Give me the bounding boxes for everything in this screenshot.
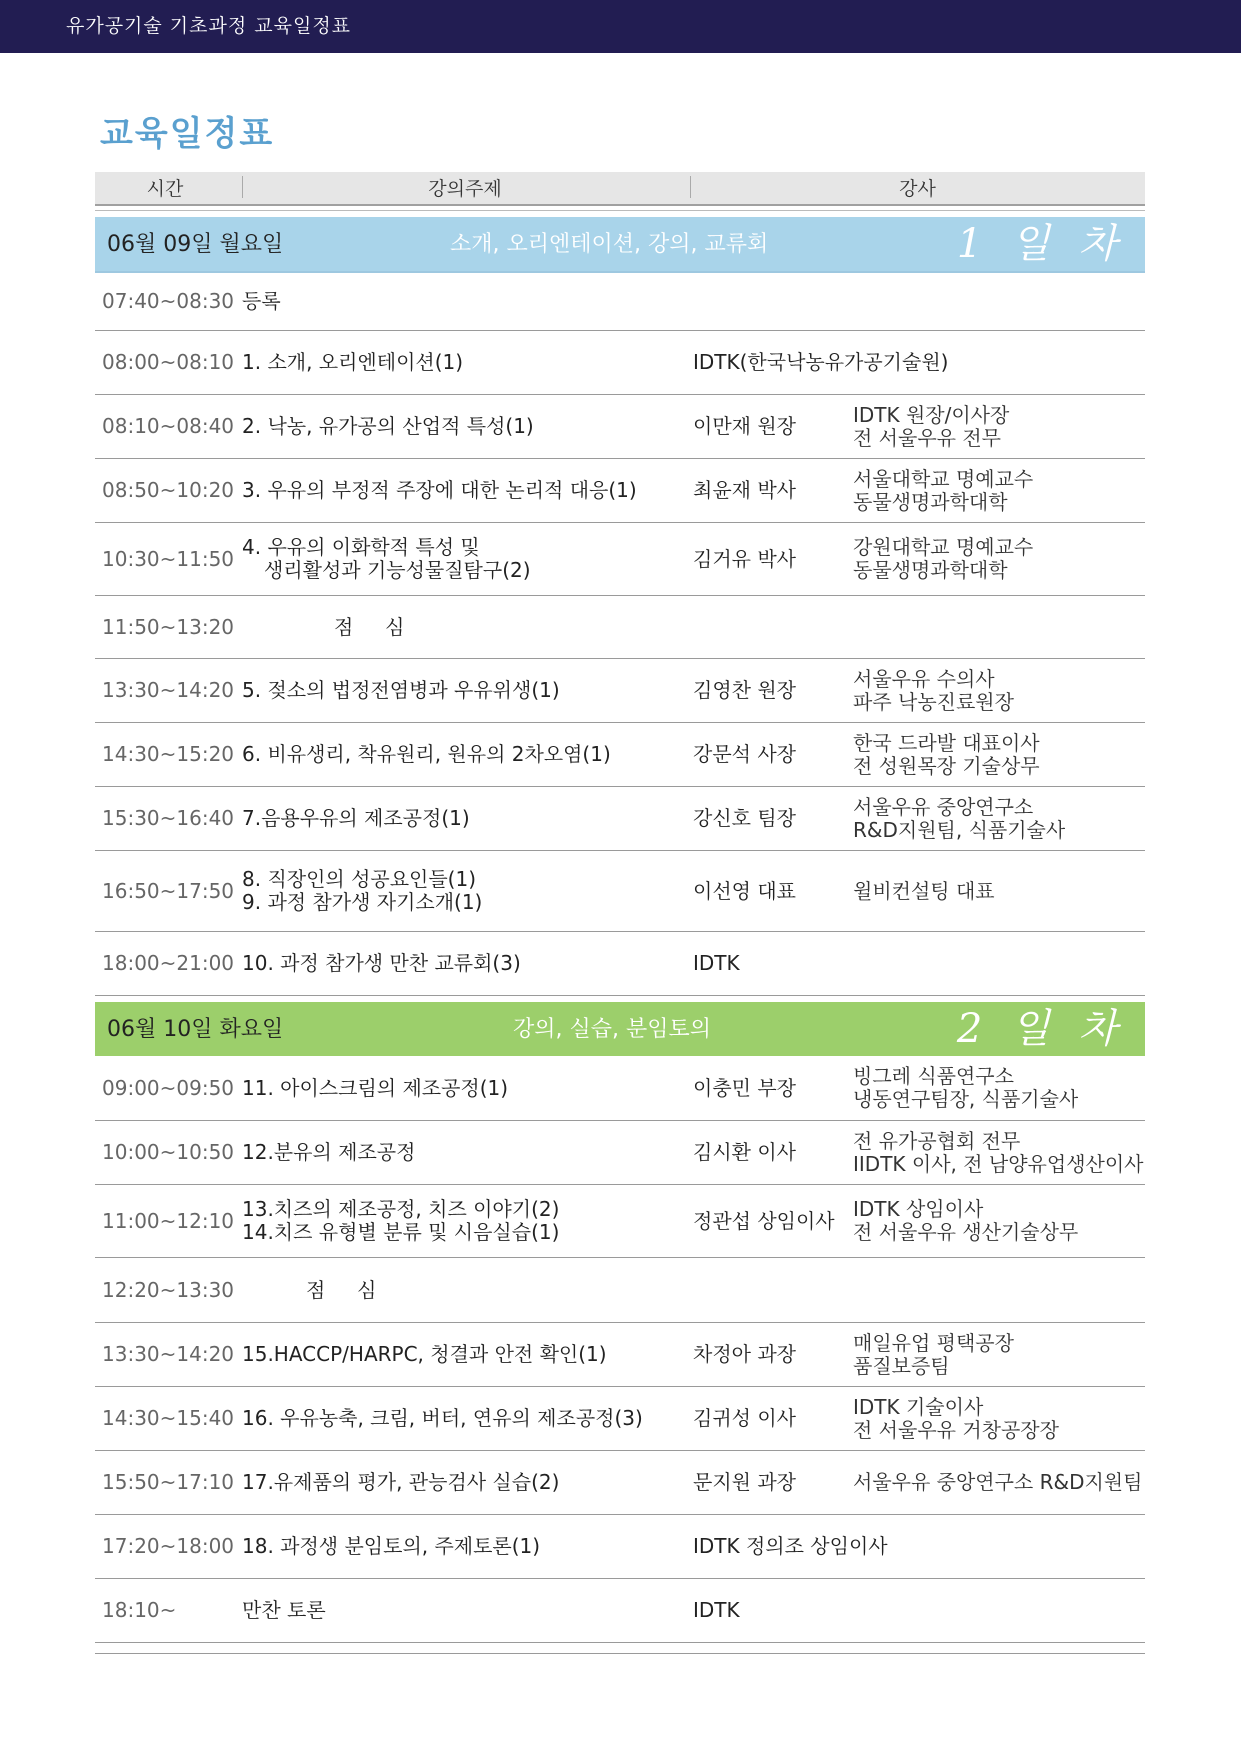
topic-line: 등록 bbox=[242, 289, 281, 313]
affiliation-line: 전 서울우유 거창공장장 bbox=[853, 1417, 1059, 1442]
affiliation-line: 동물생명과학대학 bbox=[853, 489, 1008, 514]
affiliation-cell bbox=[853, 659, 1153, 722]
affiliation-line: 전 서울우유 전무 bbox=[853, 425, 1001, 450]
time-cell bbox=[102, 395, 235, 458]
table-row bbox=[95, 1185, 1145, 1258]
lecturer-cell bbox=[693, 459, 863, 522]
affiliation-cell bbox=[853, 596, 1153, 658]
lecturer-name: 이선영 대표 bbox=[693, 878, 796, 903]
topic-line: 9. 과정 참가생 자기소개(1) bbox=[242, 890, 483, 914]
affiliation-cell bbox=[853, 723, 1153, 786]
topic-line: 6. 비유생리, 착유원리, 원유의 2차오염(1) bbox=[242, 742, 611, 766]
affiliation-cell bbox=[853, 787, 1153, 850]
lecturer-cell bbox=[693, 1451, 863, 1514]
time-text: 10:30~11:50 bbox=[102, 546, 235, 571]
topic-cell bbox=[242, 1579, 692, 1642]
time-cell bbox=[102, 1579, 232, 1642]
topic-cell bbox=[242, 932, 692, 995]
day-1-banner bbox=[95, 217, 1145, 273]
table-row bbox=[95, 395, 1145, 459]
table-row bbox=[95, 851, 1145, 932]
affiliation-line: 전 성원목장 기술상무 bbox=[853, 753, 1040, 778]
topic-cell bbox=[242, 851, 692, 931]
time-cell bbox=[102, 659, 235, 722]
header-underline bbox=[95, 206, 1145, 211]
time-cell bbox=[102, 331, 235, 394]
affiliation-line: 매일유업 평택공장 bbox=[853, 1330, 1014, 1355]
table-row bbox=[95, 659, 1145, 723]
time-text: 18:10~ bbox=[102, 1598, 177, 1622]
time-cell bbox=[102, 1056, 235, 1120]
topic-cell bbox=[242, 459, 692, 522]
lecturer-name: 차정아 과장 bbox=[693, 1342, 796, 1366]
lecturer-cell bbox=[693, 787, 863, 850]
affiliation-line: IDTK 기술이사 bbox=[853, 1394, 984, 1419]
time-text: 08:50~10:20 bbox=[102, 478, 235, 502]
time-cell bbox=[102, 523, 235, 595]
affiliation-line: 윌비컨설팅 대표 bbox=[853, 878, 995, 903]
topic-line: 15.HACCP/HARPC, 청결과 안전 확인(1) bbox=[242, 1342, 607, 1366]
time-text: 09:00~09:50 bbox=[102, 1075, 235, 1100]
affiliation-cell bbox=[853, 1056, 1153, 1120]
lecturer-cell bbox=[693, 1579, 863, 1642]
table-header bbox=[95, 172, 1145, 206]
table-row bbox=[95, 596, 1145, 659]
header-bar bbox=[0, 0, 1241, 53]
table-bottom-rule bbox=[95, 1653, 1145, 1654]
table-row bbox=[95, 1258, 1145, 1323]
lecturer-cell bbox=[693, 1515, 888, 1578]
table-row bbox=[95, 1451, 1145, 1515]
time-text: 16:50~17:50 bbox=[102, 878, 235, 903]
affiliation-line: 빙그레 식품연구소 bbox=[853, 1064, 1014, 1088]
affiliation-line: 냉동연구팀장, 식품기술사 bbox=[853, 1087, 1079, 1111]
affiliation-line: 파주 낙농진료원장 bbox=[853, 689, 1014, 714]
topic-line: 7.음용우유의 제조공정(1) bbox=[242, 806, 470, 830]
topic-line: 생리활성과 기능성물질탐구(2) bbox=[264, 558, 531, 582]
lecturer-cell bbox=[693, 596, 863, 658]
time-cell bbox=[102, 723, 235, 786]
topic-cell bbox=[242, 1451, 692, 1514]
affiliation-line: 강원대학교 명예교수 bbox=[853, 535, 1034, 559]
time-cell bbox=[102, 1185, 235, 1257]
lecturer-name: 김시환 이사 bbox=[693, 1140, 796, 1164]
topic-line: 점 심 bbox=[334, 614, 405, 639]
affiliation-cell bbox=[853, 1387, 1153, 1450]
affiliation-line: IDTK 상임이사 bbox=[853, 1197, 984, 1221]
time-text: 08:10~08:40 bbox=[102, 414, 235, 438]
schedule-table bbox=[95, 172, 1145, 1643]
lecturer-cell bbox=[693, 1387, 863, 1450]
affiliation-line: 전 유가공협회 전무 bbox=[853, 1128, 1021, 1153]
lecturer-cell bbox=[693, 273, 863, 330]
topic-line: 만찬 토론 bbox=[242, 1598, 326, 1622]
affiliation-cell bbox=[853, 1323, 1153, 1386]
affiliation-line: 서울대학교 명예교수 bbox=[853, 466, 1034, 491]
affiliation-line: 전 서울우유 생산기술상무 bbox=[853, 1220, 1079, 1244]
topic-cell bbox=[242, 787, 692, 850]
time-cell bbox=[102, 1451, 235, 1514]
affiliation-cell bbox=[853, 331, 1153, 394]
topic-cell bbox=[242, 1515, 692, 1578]
affiliation-cell bbox=[853, 1515, 1153, 1578]
affiliation-line: 품질보증팀 bbox=[853, 1353, 950, 1378]
affiliation-cell bbox=[853, 1185, 1153, 1257]
page-title: 교육일정표 bbox=[100, 114, 275, 154]
lecturer-name: 정관섭 상임이사 bbox=[693, 1208, 835, 1233]
table-row bbox=[95, 1515, 1145, 1579]
topic-line: 18. 과정생 분임토의, 주제토론(1) bbox=[242, 1534, 541, 1558]
day-badge: 2 일 차 bbox=[956, 1006, 1125, 1052]
time-text: 17:20~18:00 bbox=[102, 1534, 235, 1558]
header-title: 유가공기술 기초과정 교육일정표 bbox=[66, 15, 352, 37]
affiliation-cell bbox=[853, 523, 1153, 595]
time-cell bbox=[102, 1387, 235, 1450]
lecturer-cell bbox=[693, 723, 863, 786]
affiliation-cell bbox=[853, 1258, 1153, 1322]
time-cell bbox=[102, 787, 235, 850]
lecturer-name: 김귀성 이사 bbox=[693, 1406, 796, 1430]
affiliation-line: 서울우유 중앙연구소 bbox=[853, 794, 1034, 819]
lecturer-name: 문지원 과장 bbox=[693, 1470, 796, 1494]
affiliation-cell bbox=[853, 459, 1153, 522]
topic-line: 1. 소개, 오리엔테이션(1) bbox=[242, 350, 464, 374]
time-cell bbox=[102, 459, 235, 522]
topic-line: 3. 우유의 부정적 주장에 대한 논리적 대응(1) bbox=[242, 478, 637, 502]
days-container bbox=[95, 217, 1145, 1643]
lunch-cell bbox=[242, 596, 692, 658]
topic-cell bbox=[242, 723, 692, 786]
topic-cell bbox=[242, 659, 692, 722]
column-header-topic: 강의주제 bbox=[428, 178, 502, 200]
table-row bbox=[95, 1579, 1145, 1643]
lecturer-cell bbox=[693, 1185, 863, 1257]
time-text: 08:00~08:10 bbox=[102, 350, 235, 374]
column-header-time: 시간 bbox=[146, 178, 184, 200]
day-date: 06월 10일 화요일 bbox=[107, 1017, 284, 1042]
topic-line: 8. 직장인의 성공요인들(1) bbox=[242, 867, 477, 891]
affiliation-line: 동물생명과학대학 bbox=[853, 558, 1008, 582]
day-theme: 소개, 오리엔테이션, 강의, 교류회 bbox=[450, 232, 769, 257]
table-row bbox=[95, 932, 1145, 996]
time-text: 11:50~13:20 bbox=[102, 614, 235, 639]
table-row bbox=[95, 1323, 1145, 1387]
lecturer-name: 강문석 사장 bbox=[693, 742, 796, 766]
topic-cell bbox=[242, 273, 692, 330]
topic-line: 13.치즈의 제조공정, 치즈 이야기(2) bbox=[242, 1197, 560, 1221]
time-text: 12:20~13:30 bbox=[102, 1277, 235, 1302]
topic-cell bbox=[242, 1056, 692, 1120]
topic-line: 10. 과정 참가생 만찬 교류회(3) bbox=[242, 951, 521, 975]
lecturer-cell bbox=[693, 1258, 863, 1322]
topic-line: 17.유제품의 평가, 관능검사 실습(2) bbox=[242, 1470, 560, 1494]
topic-cell bbox=[242, 1323, 692, 1386]
time-text: 15:50~17:10 bbox=[102, 1470, 235, 1494]
topic-cell bbox=[242, 523, 692, 595]
lecturer-cell bbox=[693, 523, 863, 595]
affiliation-line: 서울우유 수의사 bbox=[853, 666, 995, 691]
table-row bbox=[95, 331, 1145, 395]
time-text: 15:30~16:40 bbox=[102, 806, 235, 830]
lecturer-cell bbox=[693, 932, 863, 995]
topic-cell bbox=[242, 1121, 692, 1184]
day-2-banner bbox=[95, 1002, 1145, 1056]
lecturer-name: IDTK bbox=[693, 951, 740, 975]
topic-line: 4. 우유의 이화학적 특성 및 bbox=[242, 535, 480, 559]
day-date: 06월 09일 월요일 bbox=[107, 232, 284, 257]
lecturer-name: 이만재 원장 bbox=[693, 414, 796, 438]
lunch-cell bbox=[242, 1258, 692, 1322]
time-cell bbox=[102, 273, 235, 330]
lecturer-name: 이충민 부장 bbox=[693, 1075, 796, 1100]
affiliation-cell bbox=[853, 1121, 1153, 1184]
affiliation-line: IIDTK 이사, 전 남양유업생산이사 bbox=[853, 1151, 1144, 1176]
lecturer-cell bbox=[693, 331, 949, 394]
table-row bbox=[95, 1387, 1145, 1451]
time-text: 10:00~10:50 bbox=[102, 1140, 235, 1164]
table-row bbox=[95, 723, 1145, 787]
topic-cell bbox=[242, 1387, 692, 1450]
affiliation-cell bbox=[853, 395, 1153, 458]
lecturer-cell bbox=[693, 395, 863, 458]
lecturer-name: 강신호 팀장 bbox=[693, 806, 796, 830]
lecturer-name: IDTK 정의조 상임이사 bbox=[693, 1534, 888, 1558]
affiliation-cell bbox=[853, 1579, 1153, 1642]
affiliation-cell bbox=[853, 273, 1153, 330]
time-text: 18:00~21:00 bbox=[102, 951, 235, 975]
time-text: 11:00~12:10 bbox=[102, 1208, 235, 1233]
lecturer-name: 김거유 박사 bbox=[693, 546, 796, 571]
topic-line: 2. 낙농, 유가공의 산업적 특성(1) bbox=[242, 414, 534, 438]
topic-line: 14.치즈 유형별 분류 및 시음실습(1) bbox=[242, 1220, 560, 1244]
lecturer-name: 최윤재 박사 bbox=[693, 478, 796, 502]
topic-line: 5. 젖소의 법정전염병과 우유위생(1) bbox=[242, 678, 560, 702]
topic-line: 11. 아이스크림의 제조공정(1) bbox=[242, 1075, 509, 1100]
table-row bbox=[95, 523, 1145, 596]
lecturer-cell bbox=[693, 851, 863, 931]
table-row bbox=[95, 1056, 1145, 1121]
affiliation-line: 서울우유 중앙연구소 R&D지원팀 bbox=[853, 1470, 1143, 1494]
affiliation-line: R&D지원팀, 식품기술사 bbox=[853, 817, 1066, 842]
lecturer-name: IDTK bbox=[693, 1598, 740, 1622]
topic-cell bbox=[242, 331, 692, 394]
table-row bbox=[95, 459, 1145, 523]
topic-cell bbox=[242, 1185, 692, 1257]
lecturer-name: 김영찬 원장 bbox=[693, 678, 796, 702]
time-cell bbox=[102, 1258, 235, 1322]
lecturer-cell bbox=[693, 1323, 863, 1386]
topic-line: 12.분유의 제조공정 bbox=[242, 1140, 416, 1164]
time-text: 13:30~14:20 bbox=[102, 678, 235, 702]
affiliation-cell bbox=[853, 1451, 1153, 1514]
time-cell bbox=[102, 932, 235, 995]
affiliation-line: 한국 드라발 대표이사 bbox=[853, 730, 1040, 755]
time-text: 14:30~15:40 bbox=[102, 1406, 235, 1430]
affiliation-cell bbox=[853, 851, 1153, 931]
table-row bbox=[95, 787, 1145, 851]
time-cell bbox=[102, 1323, 235, 1386]
column-header-lecturer: 강사 bbox=[899, 178, 936, 200]
time-cell bbox=[102, 1121, 235, 1184]
time-text: 14:30~15:20 bbox=[102, 742, 235, 766]
topic-line: 16. 우유농축, 크림, 버터, 연유의 제조공정(3) bbox=[242, 1406, 643, 1430]
table-row bbox=[95, 1121, 1145, 1185]
lecturer-name: IDTK(한국낙농유가공기술원) bbox=[693, 350, 949, 374]
time-text: 07:40~08:30 bbox=[102, 289, 235, 313]
table-row bbox=[95, 273, 1145, 331]
time-cell bbox=[102, 1515, 235, 1578]
time-cell bbox=[102, 851, 235, 931]
lecturer-cell bbox=[693, 1056, 863, 1120]
time-text: 13:30~14:20 bbox=[102, 1342, 235, 1366]
lecturer-cell bbox=[693, 1121, 863, 1184]
day-theme: 강의, 실습, 분임토의 bbox=[513, 1017, 711, 1042]
lecturer-cell bbox=[693, 659, 863, 722]
topic-line: 점 심 bbox=[306, 1277, 377, 1302]
day-badge: 1 일 차 bbox=[956, 221, 1125, 267]
time-cell bbox=[102, 596, 235, 658]
topic-cell bbox=[242, 395, 692, 458]
affiliation-cell bbox=[853, 932, 1153, 995]
affiliation-line: IDTK 원장/이사장 bbox=[853, 402, 1010, 427]
